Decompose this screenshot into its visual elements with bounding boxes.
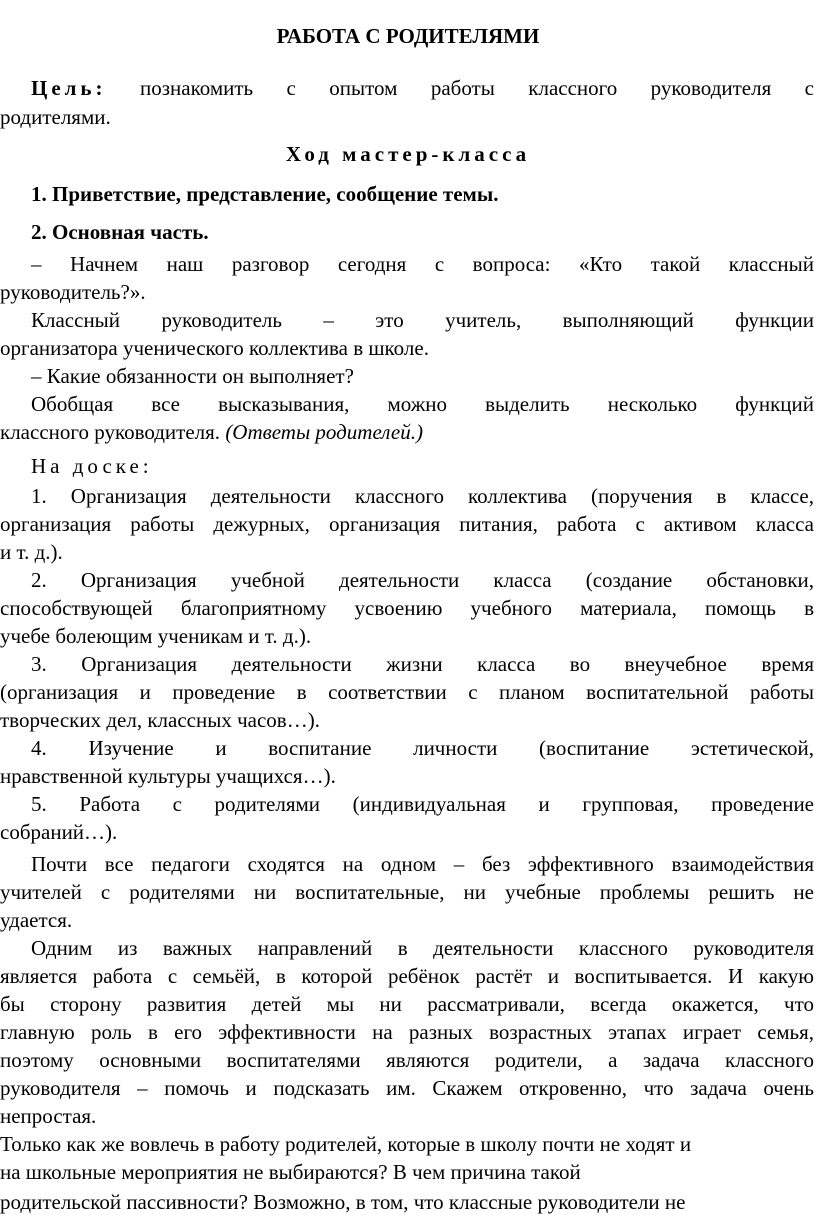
- goal-label: Цель:: [31, 76, 107, 100]
- list-item: 5. Работа с родителями (индивидуальная и групповая, проведение: [31, 792, 814, 816]
- goal-text: познакомить с опытом работы классного руководителя с: [139, 76, 815, 100]
- document-title: РАБОТА С РОДИТЕЛЯМИ: [276, 24, 540, 48]
- paragraph-line: родительской пассивности? Возможно, в том, что классные руководители не: [0, 1190, 686, 1214]
- list-item: нравственной культуры учащихся…).: [0, 764, 336, 788]
- paragraph-line: является работа с семьёй, в которой ребёнок растёт и воспитывается. И какую: [0, 964, 814, 988]
- list-item: 1. Организация деятельности классного коллектива (поручения в классе,: [31, 484, 814, 508]
- paragraph-line: [0, 418, 423, 446]
- paragraph-line: главную роль в его эффективности на разных возрастных этапах играет семья,: [0, 1020, 814, 1044]
- parents-answers-note: (Ответы родителей.): [225, 420, 423, 444]
- list-item: 3. Организация деятельности жизни класса во внеучебное время: [31, 652, 814, 676]
- paragraph-line: организатора ученического коллектива в школе.: [0, 336, 429, 360]
- step-1-heading: 1. Приветствие, представление, сообщение темы.: [31, 182, 499, 206]
- paragraph-line: Классный руководитель – это учитель, выполняющий функции: [31, 308, 814, 332]
- paragraph-line: Только как же вовлечь в работу родителей, которые в школу почти не ходят и: [0, 1132, 692, 1156]
- goal-line-2: родителями.: [0, 105, 111, 129]
- section-heading: Ход мастер-класса: [285, 142, 531, 166]
- paragraph-line: Одним из важных направлений в деятельности классного руководителя: [31, 936, 814, 960]
- paragraph-line: Обобщая все высказывания, можно выделить несколько функций: [31, 392, 814, 416]
- paragraph-line: поэтому основными воспитателями являются родители, а задача классного: [0, 1048, 814, 1072]
- paragraph-line: руководитель?».: [0, 280, 146, 304]
- list-item: учебе болеющим ученикам и т. д.).: [0, 624, 312, 648]
- list-item: (организация и проведение в соответствии с планом воспитательной работы: [0, 680, 814, 704]
- paragraph-text: классного руководителя.: [0, 420, 221, 444]
- list-item: 4. Изучение и воспитание личности (воспитание эстетической,: [31, 736, 814, 760]
- list-item: и т. д.).: [0, 540, 63, 564]
- paragraph-line: бы сторону развития детей мы ни рассматривали, всегда окажется, что: [0, 992, 814, 1016]
- board-label: На доске:: [31, 454, 153, 478]
- paragraph-line: удается.: [0, 908, 73, 932]
- step-2-heading: 2. Основная часть.: [31, 220, 209, 244]
- paragraph-line: учителей с родителями ни воспитательные, ни учебные проблемы решить не: [0, 880, 814, 904]
- goal-line: [31, 74, 814, 102]
- list-item: собраний…).: [0, 820, 118, 844]
- list-item: 2. Организация учебной деятельности класса (создание обстановки,: [31, 568, 814, 592]
- paragraph-line: – Начнем наш разговор сегодня с вопроса: «Кто такой классный: [31, 252, 814, 276]
- list-item: способствующей благоприятному усвоению учебного материала, помощь в: [0, 596, 814, 620]
- paragraph-line: на школьные мероприятия не выбираются? В чем причина такой: [0, 1160, 581, 1184]
- paragraph-line: непростая.: [0, 1104, 97, 1128]
- list-item: организация работы дежурных, организация питания, работа с активом класса: [0, 512, 814, 536]
- paragraph-line: Почти все педагоги сходятся на одном – без эффективного взаимодействия: [31, 852, 814, 876]
- list-item: творческих дел, классных часов…).: [0, 708, 320, 732]
- paragraph-line: руководителя – помочь и подсказать им. Скажем откровенно, что задача очень: [0, 1076, 814, 1100]
- paragraph-line: – Какие обязанности он выполняет?: [31, 364, 354, 388]
